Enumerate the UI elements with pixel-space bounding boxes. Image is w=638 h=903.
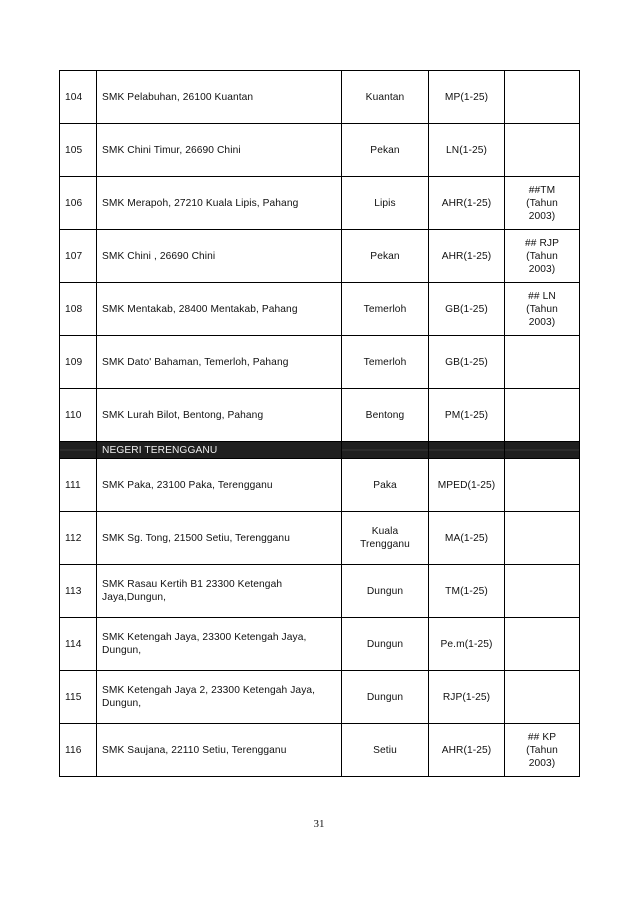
table-row [60,671,580,724]
note-cell [505,459,580,512]
school-name-cell: SMK Saujana, 22110 Setiu, Terengganu [97,724,342,777]
district-cell: Temerloh [342,283,429,336]
code-cell: PM(1-25) [429,389,505,442]
district-cell: Bentong [342,389,429,442]
school-name-cell: SMK Merapoh, 27210 Kuala Lipis, Pahang [97,177,342,230]
note-cell [505,124,580,177]
table-row [60,177,580,230]
table-row [60,230,580,283]
school-name-cell: SMK Sg. Tong, 21500 Setiu, Terengganu [97,512,342,565]
table-row [60,124,580,177]
code-cell: AHR(1-25) [429,177,505,230]
section-header-group [60,442,580,459]
district-cell: Paka [342,459,429,512]
note-cell [505,512,580,565]
code-cell: LN(1-25) [429,124,505,177]
terengganu-rows [60,459,580,777]
district-cell: Dungun [342,618,429,671]
district-cell: Kuala Trengganu [342,512,429,565]
row-number-cell: 113 [60,565,97,618]
row-number-cell: 112 [60,512,97,565]
table-row [60,618,580,671]
school-name-cell: SMK Rasau Kertih B1 23300 Ketengah Jaya,Dungun, [97,565,342,618]
note-cell [505,618,580,671]
row-number-cell: 114 [60,618,97,671]
row-number-cell: 105 [60,124,97,177]
schools-table [59,70,580,777]
section-header-blank-cell [342,442,429,459]
school-name-cell: SMK Lurah Bilot, Bentong, Pahang [97,389,342,442]
table-row [60,283,580,336]
school-name-cell: SMK Chini , 26690 Chini [97,230,342,283]
table-row [60,336,580,389]
code-cell: AHR(1-25) [429,724,505,777]
district-cell: Kuantan [342,71,429,124]
district-cell: Pekan [342,230,429,283]
note-cell [505,336,580,389]
code-cell: GB(1-25) [429,283,505,336]
row-number-cell: 107 [60,230,97,283]
note-cell [505,671,580,724]
district-cell: Lipis [342,177,429,230]
code-cell: MPED(1-25) [429,459,505,512]
district-cell: Temerloh [342,336,429,389]
district-cell: Pekan [342,124,429,177]
school-name-cell: SMK Ketengah Jaya 2, 23300 Ketengah Jaya, Dungun, [97,671,342,724]
district-cell: Dungun [342,671,429,724]
code-cell: TM(1-25) [429,565,505,618]
school-name-cell: SMK Mentakab, 28400 Mentakab, Pahang [97,283,342,336]
row-number-cell: 106 [60,177,97,230]
table-row [60,459,580,512]
code-cell: MP(1-25) [429,71,505,124]
school-name-cell: SMK Chini Timur, 26690 Chini [97,124,342,177]
note-cell: ## KP (Tahun 2003) [505,724,580,777]
pahang-rows [60,71,580,442]
school-name-cell: SMK Ketengah Jaya, 23300 Ketengah Jaya, Dungun, [97,618,342,671]
district-cell: Setiu [342,724,429,777]
row-number-cell: 109 [60,336,97,389]
note-cell [505,389,580,442]
table-row [60,389,580,442]
section-header-blank-cell [60,442,97,459]
note-cell [505,71,580,124]
table-row [60,512,580,565]
code-cell: Pe.m(1-25) [429,618,505,671]
district-cell: Dungun [342,565,429,618]
note-cell: ## RJP (Tahun 2003) [505,230,580,283]
section-header: NEGERI TERENGGANU [97,442,342,459]
school-name-cell: SMK Pelabuhan, 26100 Kuantan [97,71,342,124]
section-header-blank-cell [429,442,505,459]
row-number-cell: 116 [60,724,97,777]
section-header-row [60,442,580,459]
note-cell [505,565,580,618]
page-number: 31 [313,818,325,830]
table-row [60,565,580,618]
table-row [60,724,580,777]
row-number-cell: 111 [60,459,97,512]
row-number-cell: 115 [60,671,97,724]
note-cell: ## LN (Tahun 2003) [505,283,580,336]
school-name-cell: SMK Dato' Bahaman, Temerloh, Pahang [97,336,342,389]
school-name-cell: SMK Paka, 23100 Paka, Terengganu [97,459,342,512]
row-number-cell: 110 [60,389,97,442]
row-number-cell: 104 [60,71,97,124]
note-cell: ##TM (Tahun 2003) [505,177,580,230]
code-cell: RJP(1-25) [429,671,505,724]
table-row [60,71,580,124]
code-cell: AHR(1-25) [429,230,505,283]
section-header-blank-cell [505,442,580,459]
code-cell: GB(1-25) [429,336,505,389]
code-cell: MA(1-25) [429,512,505,565]
row-number-cell: 108 [60,283,97,336]
